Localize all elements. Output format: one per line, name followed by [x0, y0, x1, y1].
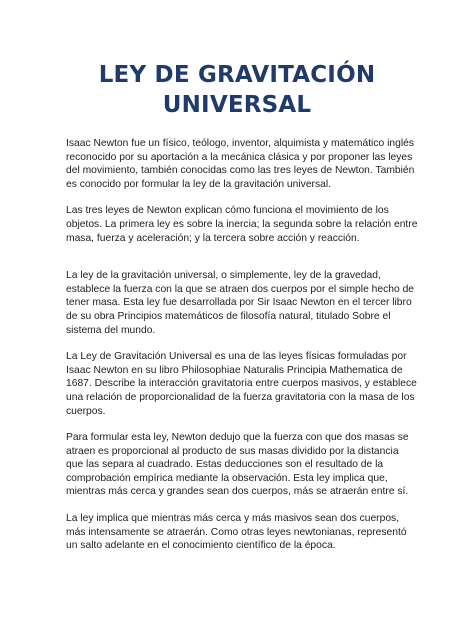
document-body: [66, 137, 418, 566]
title-line-1: LEY DE GRAVITACIÓN: [98, 62, 376, 88]
paragraph-formulation: Para formular esta ley, Newton dedujo que la fuerza con que dos masas se atraen es proporcional al producto de sus masas dividido por la distancia que las separa al cuadrado. Estas deducciones son el resultado de la comprobación empírica mediante la observación. Esta ley implica que, mientras más cerca y grandes sean dos cuerpos, más se atraerán entre sí.: [66, 432, 409, 498]
paragraph-gravity-definition: La ley de la gravitación universal, o simplemente, ley de la gravedad, establece la fuerza con la que se atraen dos cuerpos por el simple hecho de tener masa. Esta ley fue desarrollada por Sir Isaac Newton en el tercer libro de su obra Principios matemáticos de filosofía natural, titulado Sobre el sistema del mundo.: [66, 270, 415, 336]
paragraph-three-laws: Las tres leyes de Newton explican cómo funciona el movimiento de los objetos. La primera ley es sobre la inercia; la segunda sobre la relación entre masa, fuerza y aceleración; y la tercera sobre acción y reacción.: [66, 205, 418, 244]
paragraph-newton-intro: Isaac Newton fue un físico, teólogo, inventor, alquimista y matemático inglés reconocido por su aportación a la mecánica clásica y por proponer las leyes del movimiento, también conocidas como las tres leyes de Newton. También es conocido por formular la ley de la gravitación universal.: [66, 138, 415, 190]
title-line-2: UNIVERSAL: [162, 92, 312, 118]
paragraph-principia: La Ley de Gravitación Universal es una de las leyes físicas formuladas por Isaac Newton en su libro Philosophiae Naturalis Principia Mathematica de 1687. Describe la interacción gravitatoria entre cuerpos masivos, y establece una relación de proporcionalidad de la fuerza gravitatoria con la masa de los cuerpos.: [66, 351, 417, 417]
document-title: [40, 60, 434, 120]
paragraph-implication: La ley implica que mientras más cerca y más masivos sean dos cuerpos, más intensamente se atraerán. Como otras leyes newtonianas, representó un salto adelante en el conocimiento científico de la época.: [66, 513, 407, 552]
